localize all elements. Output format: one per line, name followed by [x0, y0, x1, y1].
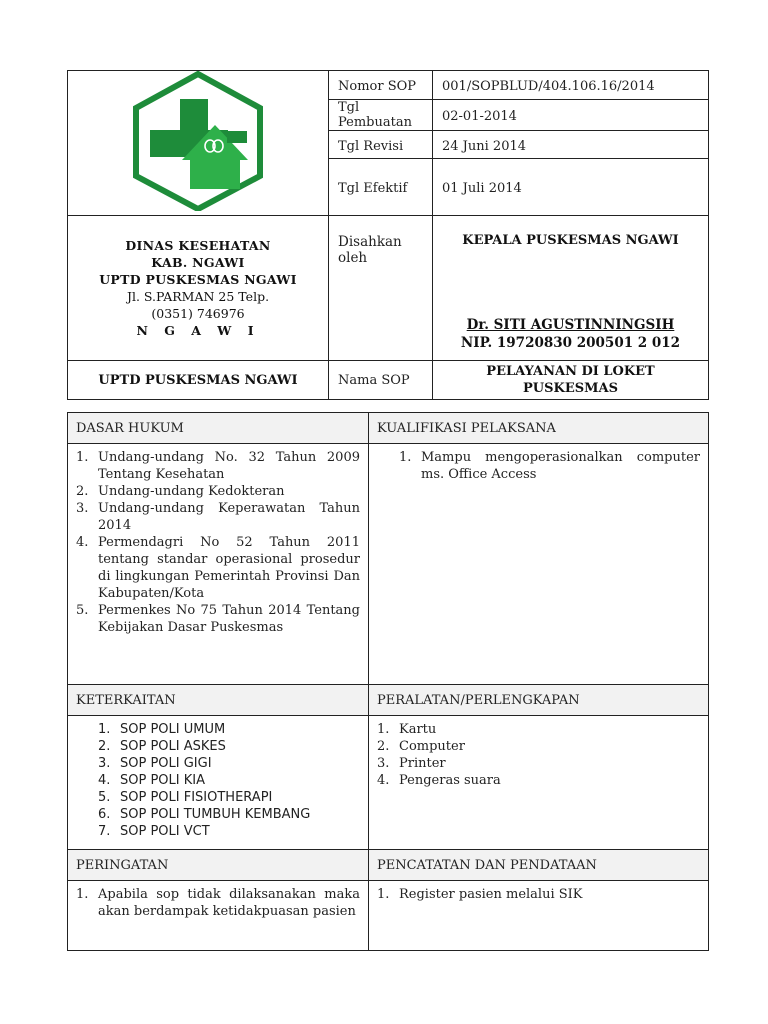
logo-cell: [68, 71, 329, 216]
organization-cell: [68, 216, 329, 361]
approval-title: KEPALA PUSKESMAS NGAWI: [462, 233, 679, 248]
kualifikasi-list: [377, 449, 700, 483]
dasar-hukum-heading: DASAR HUKUM: [68, 413, 369, 444]
pencatatan-cell: [369, 881, 709, 951]
list-item: 3. SOP POLI GIGI: [98, 756, 212, 771]
list-item: 4. Pengeras suara: [377, 773, 501, 788]
peralatan-heading: PERALATAN/PERLENGKAPAN: [369, 685, 709, 716]
approval-cell: [433, 216, 709, 361]
sop-detail-table: [67, 412, 709, 951]
list-item: 1. Mampu mengoperasionalkan computer ms. Office Access: [399, 450, 700, 482]
tgl-revisi-label: Tgl Revisi: [329, 131, 433, 159]
tgl-pembuatan-value: 02-01-2014: [433, 99, 709, 131]
dasar-hukum-cell: [68, 444, 369, 685]
nomor-sop-label: Nomor SOP: [329, 71, 433, 100]
tgl-efektif-value: 01 Juli 2014: [433, 158, 709, 215]
dasar-hukum-list: [76, 449, 360, 636]
pencatatan-list: [377, 886, 700, 903]
keterkaitan-heading: KETERKAITAN: [68, 685, 369, 716]
list-item: 3. Printer: [377, 756, 446, 771]
nama-sop-label: Nama SOP: [329, 361, 433, 400]
list-item: 5. SOP POLI FISIOTHERAPI: [98, 790, 273, 805]
org-line-2: UPTD PUSKESMAS NGAWI: [99, 272, 297, 287]
keterkaitan-list: [76, 721, 360, 840]
pencatatan-heading: PENCATATAN DAN PENDATAAN: [369, 850, 709, 881]
keterkaitan-cell: [68, 716, 369, 850]
list-item: 1. Apabila sop tidak dilaksanakan maka akan berdampak ketidakpuasan pasien: [76, 887, 360, 919]
org-address: Jl. S.PARMAN 25 Telp. (0351) 746976: [126, 289, 270, 321]
list-item: 1. SOP POLI UMUM: [98, 722, 226, 737]
approver-name: Dr. SITI AGUSTINNINGSIH: [466, 317, 675, 333]
kualifikasi-cell: [369, 444, 709, 685]
nama-sop-value: PELAYANAN DI LOKET PUSKESMAS: [433, 361, 709, 400]
list-item: 1. Undang-undang No. 32 Tahun 2009 Tentang Kesehatan: [76, 450, 360, 482]
list-item: 6. SOP POLI TUMBUH KEMBANG: [98, 807, 311, 822]
peringatan-cell: [68, 881, 369, 951]
tgl-pembuatan-label: Tgl Pembuatan: [329, 99, 433, 131]
list-item: 2. SOP POLI ASKES: [98, 739, 226, 754]
list-item: 4. SOP POLI KIA: [98, 773, 205, 788]
list-item: 7. SOP POLI VCT: [98, 824, 210, 839]
kualifikasi-heading: KUALIFIKASI PELAKSANA: [369, 413, 709, 444]
list-item: 1. Register pasien melalui SIK: [377, 887, 583, 902]
approver-nip: NIP. 19720830 200501 2 012: [460, 335, 681, 351]
list-item: 1. Kartu: [377, 722, 437, 737]
peringatan-heading: PERINGATAN: [68, 850, 369, 881]
list-item: 3. Undang-undang Keperawatan Tahun 2014: [76, 501, 360, 533]
unit-name: UPTD PUSKESMAS NGAWI: [68, 361, 329, 400]
nomor-sop-value: 001/SOPBLUD/404.106.16/2014: [433, 71, 709, 100]
tgl-revisi-value: 24 Juni 2014: [433, 131, 709, 159]
peralatan-cell: [369, 716, 709, 850]
org-city: N G A W I: [136, 323, 260, 338]
list-item: 4. Permendagri No 52 Tahun 2011 tentang standar operasional prosedur di lingkungan Pemerintah Provinsi Dan Kabupaten/Kota: [76, 535, 360, 601]
sop-header-table: [67, 70, 709, 400]
peringatan-list: [76, 886, 360, 920]
list-item: 5. Permenkes No 75 Tahun 2014 Tentang Kebijakan Dasar Puskesmas: [76, 603, 360, 635]
peralatan-list: [377, 721, 700, 789]
puskesmas-logo-icon: [132, 71, 264, 211]
list-item: 2. Undang-undang Kedokteran: [76, 484, 285, 499]
tgl-efektif-label: Tgl Efektif: [329, 158, 433, 215]
disahkan-oleh-label: Disahkan oleh: [329, 216, 433, 361]
org-line-1: DINAS KESEHATAN KAB. NGAWI: [125, 238, 271, 270]
list-item: 2. Computer: [377, 739, 465, 754]
